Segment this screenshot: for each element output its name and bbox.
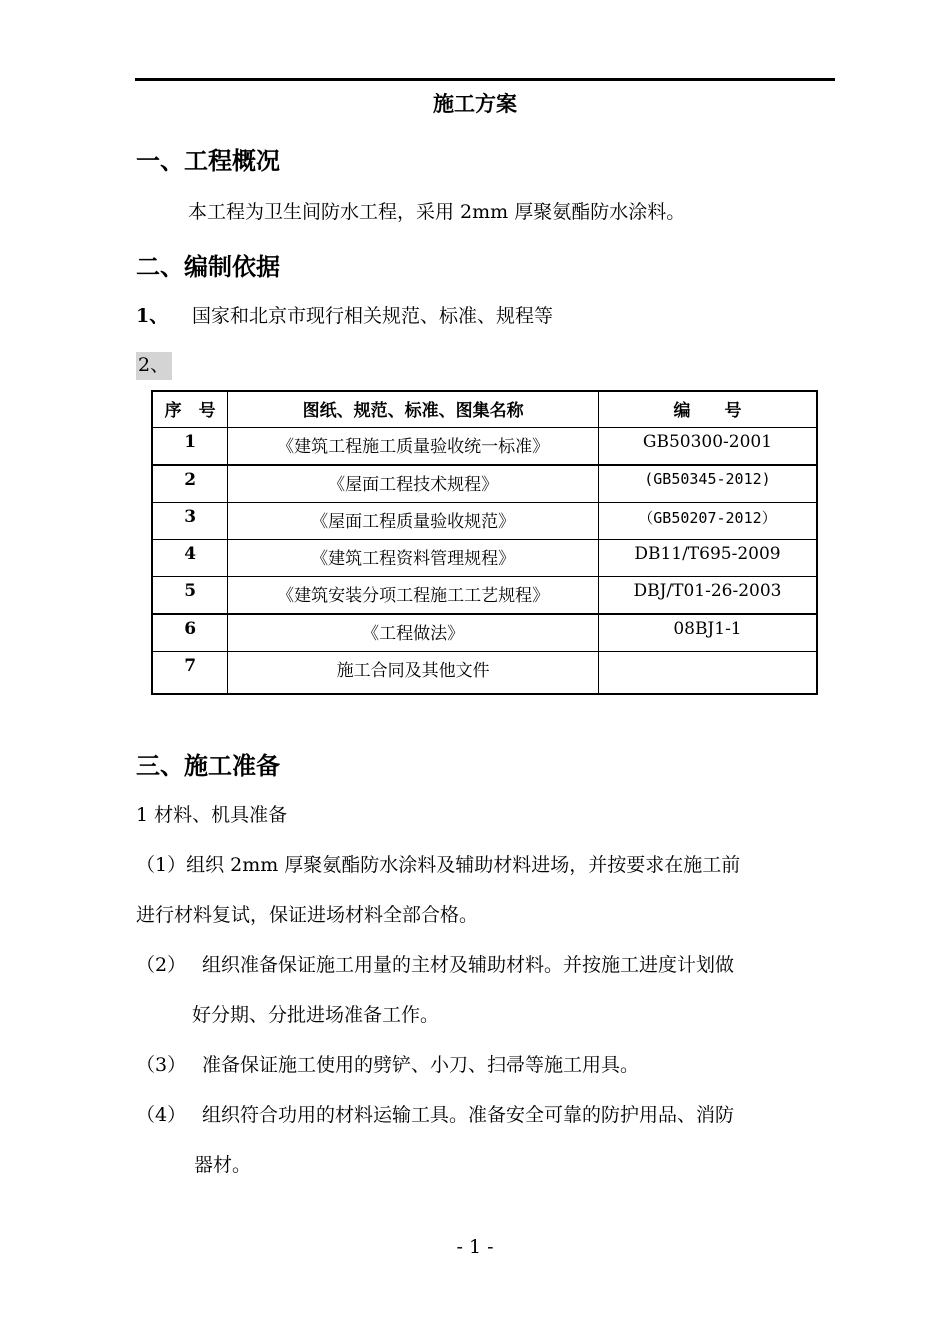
- row-code: DB11/T695-2009: [598, 540, 817, 577]
- para3-line1: 准备保证施工使用的劈铲、小刀、扫帚等施工用具。: [202, 1054, 640, 1076]
- subsection-materials: 1 材料、机具准备: [136, 804, 288, 826]
- basis-item1-text: 国家和北京市现行相关规范、标准、规程等: [192, 305, 554, 327]
- para1-line1: （1）组织 2mm 厚聚氨酯防水涂料及辅助材料进场，并按要求在施工前: [136, 854, 741, 876]
- table-row: [152, 503, 817, 540]
- row-code: 08BJ1-1: [598, 614, 817, 652]
- table-row: [152, 577, 817, 615]
- row-number: 6: [152, 614, 228, 652]
- row-name: 施工合同及其他文件: [228, 652, 599, 695]
- header-rule: [135, 78, 835, 81]
- row-number: 2: [152, 465, 228, 503]
- row-number: 7: [152, 652, 228, 695]
- header-name: 图纸、规范、标准、图集名称: [228, 391, 599, 428]
- page-number: - 1 -: [456, 1236, 494, 1258]
- row-number: 1: [152, 428, 228, 466]
- row-name: 《屋面工程技术规程》: [228, 465, 599, 503]
- para4-number: （4）: [136, 1104, 187, 1126]
- section3-heading: 三、施工准备: [136, 751, 280, 780]
- header-code: 编 号: [598, 391, 817, 428]
- para2-line2: 好分期、分批进场准备工作。: [192, 1004, 440, 1026]
- para4-line1: 组织符合功用的材料运输工具。准备安全可靠的防护用品、消防: [202, 1104, 735, 1126]
- para2-number: （2）: [136, 954, 187, 976]
- highlighted-number: 2、: [136, 352, 172, 380]
- row-code: (GB50345-2012): [598, 465, 817, 503]
- para2-line1: 组织准备保证施工用量的主材及辅助材料。并按施工进度计划做: [202, 954, 735, 976]
- basis-item1-number: 1、: [136, 305, 169, 327]
- row-name: 《建筑工程施工质量验收统一标准》: [228, 428, 599, 466]
- row-name: 《工程做法》: [228, 614, 599, 652]
- table-row: [152, 465, 817, 503]
- table-row: [152, 428, 817, 466]
- para4-line2: 器材。: [194, 1154, 252, 1176]
- table-header-row: [152, 391, 817, 428]
- row-number: 3: [152, 503, 228, 540]
- document-title: 施工方案: [433, 91, 517, 116]
- basis-item2-number: [136, 350, 172, 377]
- para1-line2: 进行材料复试，保证进场材料全部合格。: [136, 904, 479, 926]
- row-name: 《屋面工程质量验收规范》: [228, 503, 599, 540]
- row-code: （GB50207-2012）: [598, 503, 817, 540]
- row-code: GB50300-2001: [598, 428, 817, 466]
- section2-heading: 二、编制依据: [136, 252, 280, 281]
- section1-heading: 一、工程概况: [136, 146, 280, 175]
- row-number: 4: [152, 540, 228, 577]
- row-name: 《建筑安装分项工程施工工艺规程》: [228, 577, 599, 615]
- table-row: [152, 652, 817, 695]
- reference-table: [151, 390, 818, 695]
- row-number: 5: [152, 577, 228, 615]
- table-row: [152, 540, 817, 577]
- row-code: [598, 652, 817, 695]
- section1-text: 本工程为卫生间防水工程，采用 2mm 厚聚氨酯防水涂料。: [188, 201, 686, 223]
- para3-number: （3）: [136, 1054, 187, 1076]
- row-code: DBJ/T01-26-2003: [598, 577, 817, 615]
- table-row: [152, 614, 817, 652]
- row-name: 《建筑工程资料管理规程》: [228, 540, 599, 577]
- header-seq: 序 号: [152, 391, 228, 428]
